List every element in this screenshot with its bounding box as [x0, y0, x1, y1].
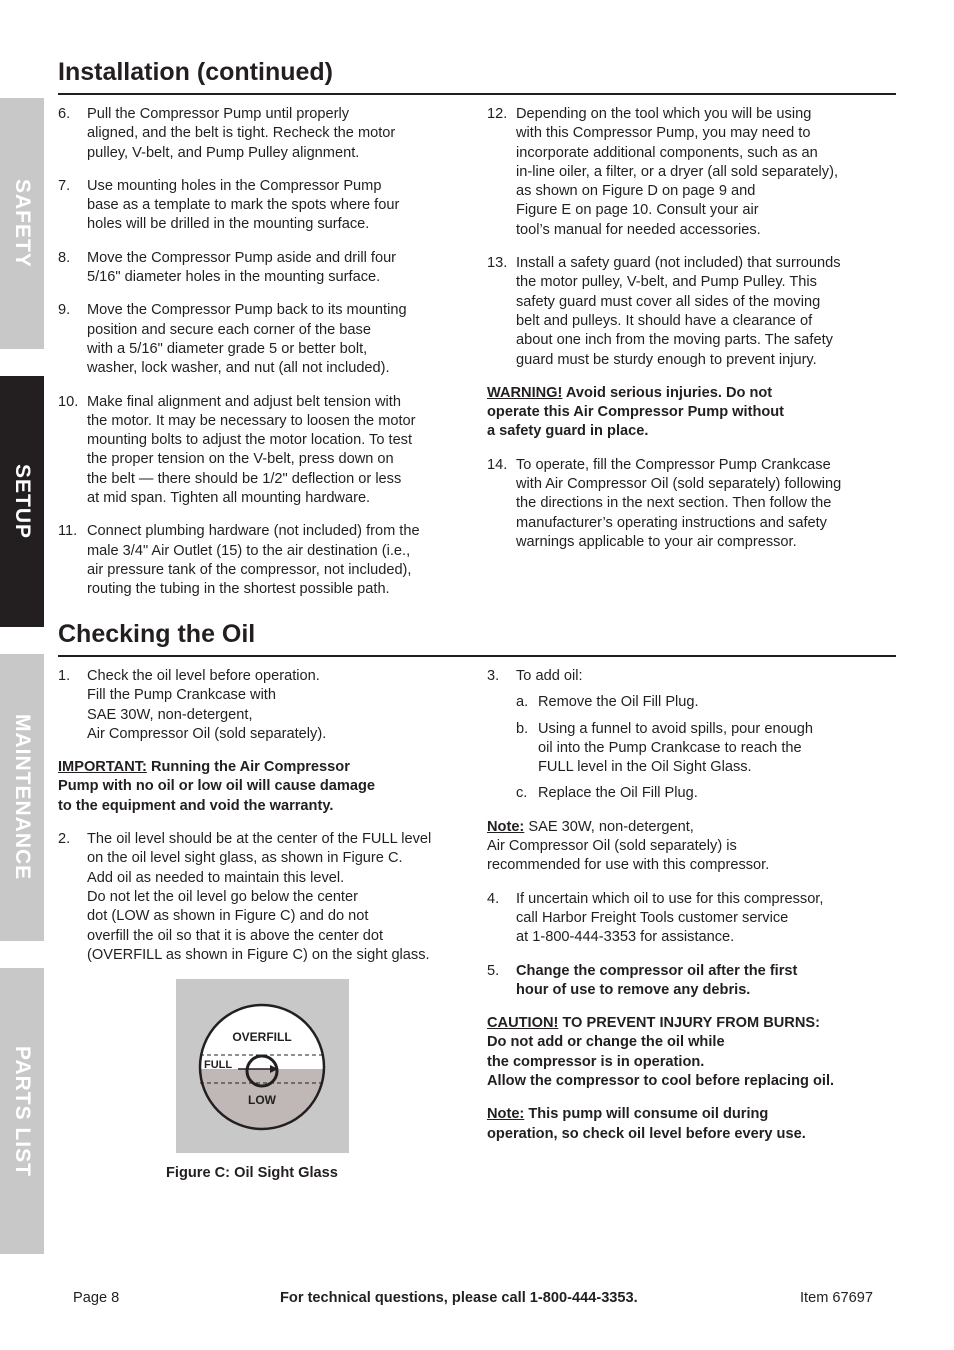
warning-block: [487, 384, 887, 442]
tab-parts-list: [0, 968, 44, 1254]
oil-right-column: [487, 667, 887, 1158]
item-text: Move the Compressor Pump aside and drill four 5/16" diameter holes in the mounting surface.: [87, 249, 397, 286]
sub-item-letter: c.: [516, 785, 528, 802]
tab-label: SETUP: [11, 463, 34, 539]
low-label: LOW: [248, 1093, 276, 1107]
item-number: 7.: [58, 177, 71, 194]
item-number: 13.: [487, 255, 508, 272]
list-item: [58, 177, 464, 235]
oil-sight-glass-figure: [176, 979, 349, 1153]
list-item: [487, 962, 887, 1001]
important-block: [58, 758, 468, 816]
footer-page-number: Page 8: [73, 1290, 120, 1306]
list-item: [58, 249, 464, 288]
sub-item-letter: a.: [516, 694, 529, 711]
caution-label: CAUTION!: [487, 1015, 559, 1032]
item-text: Use mounting holes in the Compressor Pump base as a template to mark the spots where four holes will be drilled in the mounting surface.: [87, 177, 400, 233]
section-divider: [58, 655, 896, 657]
list-item: [58, 667, 468, 744]
item-text: The oil level should be at the center of the FULL level on the oil level sight glass, as shown in Figure C. Add oil as needed to maintain this level. Do not let the oil level go below the center dot (LOW as shown in Figure C) and do not overfill the oil so that it is above the center dot (OVERFILL as shown in Figure C) on the sight glass.: [87, 831, 432, 963]
section-title-checking-oil: Checking the Oil: [58, 620, 256, 648]
oil-left-column: [58, 667, 468, 979]
caution-text: TO PREVENT INJURY FROM BURNS: Do not add or change the oil while the compressor is in operation. Allow the compressor to cool before replacing oil.: [487, 1015, 835, 1090]
item-number: 14.: [487, 456, 508, 473]
note-text: This pump will consume oil during operation, so check oil level before every use.: [487, 1106, 806, 1142]
list-item: [58, 830, 468, 965]
full-label: FULL: [204, 1059, 233, 1071]
tab-label: PARTS LIST: [11, 1045, 34, 1177]
item-text: To add oil:: [516, 668, 583, 684]
installation-left-column: [58, 105, 464, 614]
item-text: Install a safety guard (not included) that surrounds the motor pulley, V-belt, and Pump Pulley. This safety guard must cover all sides of the moving belt and pulleys. It should have a clearance of about one inch from the moving parts. The safety guard must be sturdy enough to prevent injury.: [516, 255, 841, 368]
caution-block: [487, 1014, 887, 1091]
item-text: If uncertain which oil to use for this compressor, call Harbor Freight Tools customer service at 1-800-444-3353 for assistance.: [516, 890, 824, 946]
figure-caption: Figure C: Oil Sight Glass: [166, 1165, 338, 1181]
item-number: 8.: [58, 249, 71, 266]
sub-list-item: [516, 720, 887, 778]
item-number: 3.: [487, 668, 500, 684]
sub-list-item: [516, 693, 887, 712]
sub-list: [516, 693, 887, 803]
note-block: [487, 818, 887, 876]
item-number: 12.: [487, 106, 508, 122]
important-text: Running the Air Compressor Pump with no oil or low oil will cause damage to the equipment and void the warranty.: [58, 759, 376, 814]
item-number: 6.: [58, 106, 71, 122]
list-item: [58, 522, 464, 599]
tab-safety: [0, 98, 44, 349]
item-text: Depending on the tool which you will be using with this Compressor Pump, you may need to incorporate additional components, such as an in-line oiler, a filter, or a dryer (all sold separately), as shown on Figure D on page 9 and Figure E on page 10. Consult your air tool’s manual for needed accessories.: [516, 106, 839, 238]
list-item: [58, 301, 464, 378]
item-number: 10.: [58, 393, 79, 410]
list-item: [487, 667, 887, 686]
sub-list-item: [516, 784, 887, 803]
warning-text: Avoid serious injuries. Do not operate this Air Compressor Pump without a safety guard in place.: [487, 384, 785, 440]
item-number: 2.: [58, 831, 71, 848]
item-text: To operate, fill the Compressor Pump Crankcase with Air Compressor Oil (sold separately) following the directions in the next section. Then follow the manufacturer’s operating instructions and safety warnings applicable to your air compressor.: [516, 456, 842, 550]
note-label: Note:: [487, 818, 525, 835]
item-text: Connect plumbing hardware (not included) from the male 3/4" Air Outlet (15) to the air destination (i.e., air pressure tank of the compressor, not included), routing the tubing in the shortest possible path.: [87, 523, 420, 598]
list-item: [487, 105, 887, 240]
footer-tech-support: For technical questions, please call 1-800-444-3353.: [280, 1290, 638, 1306]
sub-item-text: Remove the Oil Fill Plug.: [538, 694, 699, 711]
item-text: Move the Compressor Pump back to its mounting position and secure each corner of the base with a 5/16" diameter grade 5 or better bolt, washer, lock washer, and nut (all not included).: [87, 302, 407, 377]
section-title-installation: Installation (continued): [58, 58, 333, 86]
list-item: [487, 890, 887, 948]
list-item: [58, 393, 464, 509]
list-item: [58, 105, 464, 163]
item-text: Check the oil level before operation. Fill the Pump Crankcase with SAE 30W, non-detergent, Air Compressor Oil (sold separately).: [87, 668, 327, 742]
tab-setup: [0, 376, 44, 627]
item-number: 4.: [487, 890, 500, 907]
installation-right-column: [487, 105, 887, 566]
section-divider: [58, 93, 896, 95]
item-number: 5.: [487, 962, 500, 979]
important-label: IMPORTANT:: [58, 759, 147, 776]
sub-item-text: Using a funnel to avoid spills, pour enough oil into the Pump Crankcase to reach the FULL level in the Oil Sight Glass.: [538, 720, 814, 776]
tab-maintenance: [0, 654, 44, 941]
list-item: [487, 254, 887, 370]
tab-label: MAINTENANCE: [11, 714, 34, 881]
item-number: 9.: [58, 302, 71, 319]
note-text: SAE 30W, non-detergent, Air Compressor Oil (sold separately) is recommended for use with this compressor.: [487, 818, 770, 874]
item-text: Make final alignment and adjust belt tension with the motor. It may be necessary to loosen the motor mounting bolts to adjust the motor location. To test the proper tension on the V-belt, press down on the belt — there should be 1/2" deflection or less at mid span. Tighten all mounting hardware.: [87, 393, 416, 507]
tab-label: SAFETY: [11, 179, 34, 268]
note-block: [487, 1105, 887, 1144]
sub-item-text: Replace the Oil Fill Plug.: [538, 785, 698, 802]
item-number: 1.: [58, 668, 71, 684]
list-item: [487, 456, 887, 552]
item-text: Change the compressor oil after the first hour of use to remove any debris.: [516, 962, 798, 998]
sub-item-letter: b.: [516, 720, 529, 737]
sight-glass-drawing: [176, 979, 349, 1153]
item-number: 11.: [58, 523, 78, 540]
note-label: Note:: [487, 1106, 525, 1123]
item-text: Pull the Compressor Pump until properly aligned, and the belt is tight. Recheck the motor pulley, V-belt, and Pump Pulley alignment.: [87, 106, 396, 161]
overfill-label: OVERFILL: [232, 1030, 292, 1044]
warning-label: WARNING!: [487, 384, 563, 401]
footer-item-number: Item 67697: [800, 1290, 874, 1306]
